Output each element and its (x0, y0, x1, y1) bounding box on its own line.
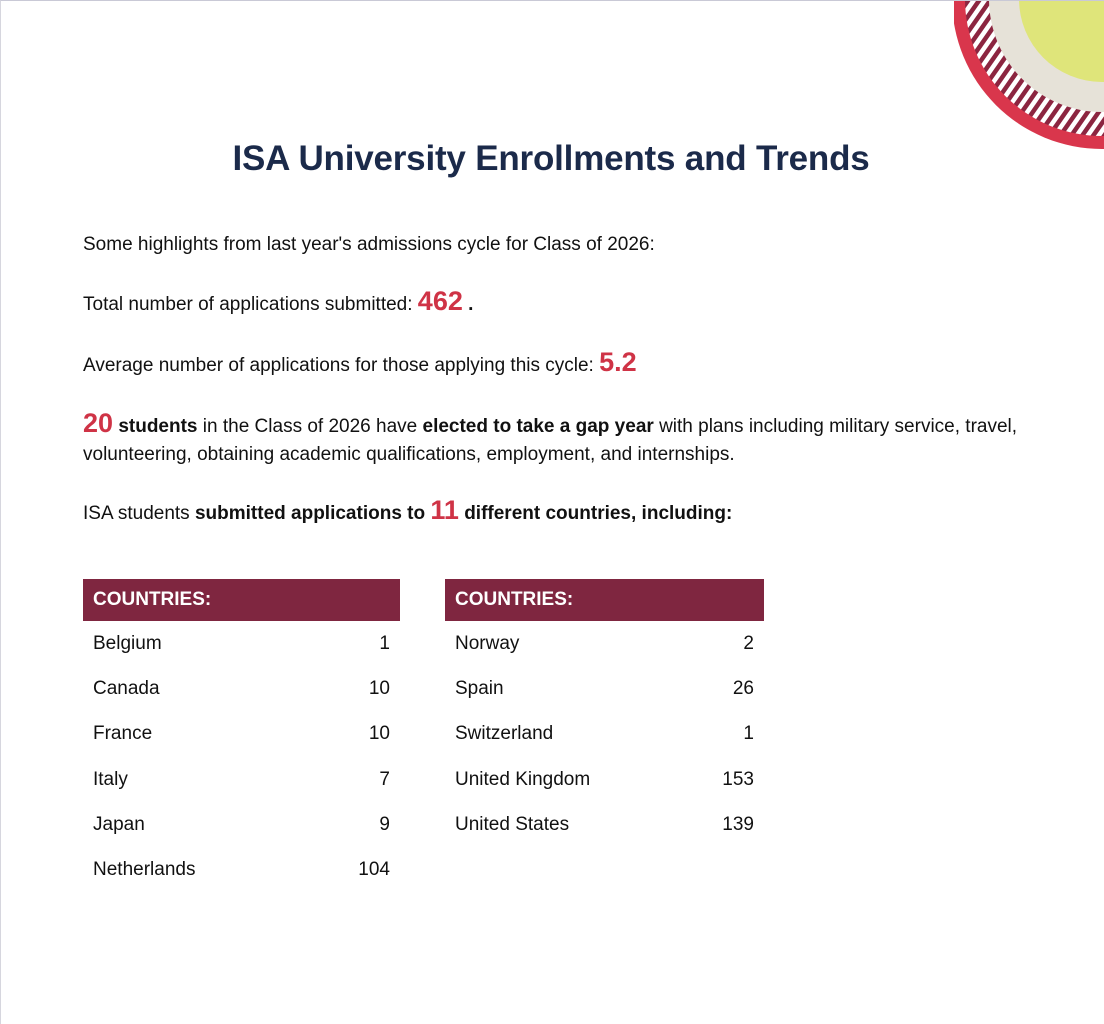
countries-prefix: ISA students (83, 503, 190, 524)
gap-year-students-word: students (118, 416, 198, 437)
average-applications-line (83, 348, 1043, 380)
country-name: United States (455, 813, 570, 835)
country-name: Norway (455, 632, 520, 654)
country-count: 2 (743, 632, 754, 654)
countries-value: 11 (430, 495, 459, 525)
country-name: Spain (455, 677, 504, 699)
country-count: 1 (379, 632, 390, 654)
average-applications-value: 5.2 (599, 347, 637, 377)
country-count: 7 (379, 768, 390, 790)
gap-year-text2: with plans including military service, travel, volunteering, obtaining academic qualifications, employment, and internships. (83, 416, 1018, 465)
gap-year-paragraph (83, 409, 1043, 469)
country-count: 1 (743, 723, 754, 745)
country-name: Netherlands (93, 859, 196, 881)
table-header: COUNTRIES: (83, 579, 400, 621)
table-row (83, 802, 400, 847)
total-applications-line (83, 287, 1043, 319)
gap-year-text1: in the Class of 2026 have (202, 416, 418, 437)
table-row (445, 666, 764, 711)
country-count: 153 (722, 768, 754, 790)
table-row (445, 802, 764, 847)
gap-year-value: 20 (83, 408, 114, 438)
average-applications-label: Average number of applications for those applying this cycle: (83, 355, 594, 376)
countries-bold1: submitted applications to (194, 503, 426, 524)
table-header: COUNTRIES: (445, 579, 764, 621)
country-count: 10 (368, 677, 390, 699)
table-row (83, 621, 400, 666)
country-name: Canada (93, 677, 160, 699)
total-applications-label: Total number of applications submitted: (83, 294, 413, 315)
countries-table-right (445, 579, 764, 847)
country-name: Italy (93, 768, 128, 790)
total-applications-period: . (468, 294, 474, 315)
country-count: 9 (379, 813, 390, 835)
table-row (83, 847, 400, 892)
country-name: Japan (93, 813, 145, 835)
table-row (445, 712, 764, 757)
table-row (83, 712, 400, 757)
country-name: Switzerland (455, 723, 554, 745)
total-applications-value: 462 (417, 286, 463, 316)
table-row (83, 757, 400, 802)
country-count: 139 (722, 813, 754, 835)
table-row (445, 621, 764, 666)
intro-text: Some highlights from last year's admissions cycle for Class of 2026: (83, 234, 655, 255)
country-count: 26 (732, 677, 754, 699)
table-row (83, 666, 400, 711)
country-name: France (93, 723, 153, 745)
country-count: 104 (358, 859, 390, 881)
country-count: 10 (368, 723, 390, 745)
page-title: ISA University Enrollments and Trends (232, 139, 870, 178)
gap-year-bold-phrase: elected to take a gap year (422, 416, 654, 437)
countries-table-left (83, 579, 400, 893)
countries-bold2: different countries, including: (464, 503, 733, 524)
country-name: Belgium (93, 632, 162, 654)
table-row (445, 757, 764, 802)
decorative-circle-graphic (954, 1, 1104, 151)
countries-statement (83, 496, 1043, 528)
country-name: United Kingdom (455, 768, 591, 790)
